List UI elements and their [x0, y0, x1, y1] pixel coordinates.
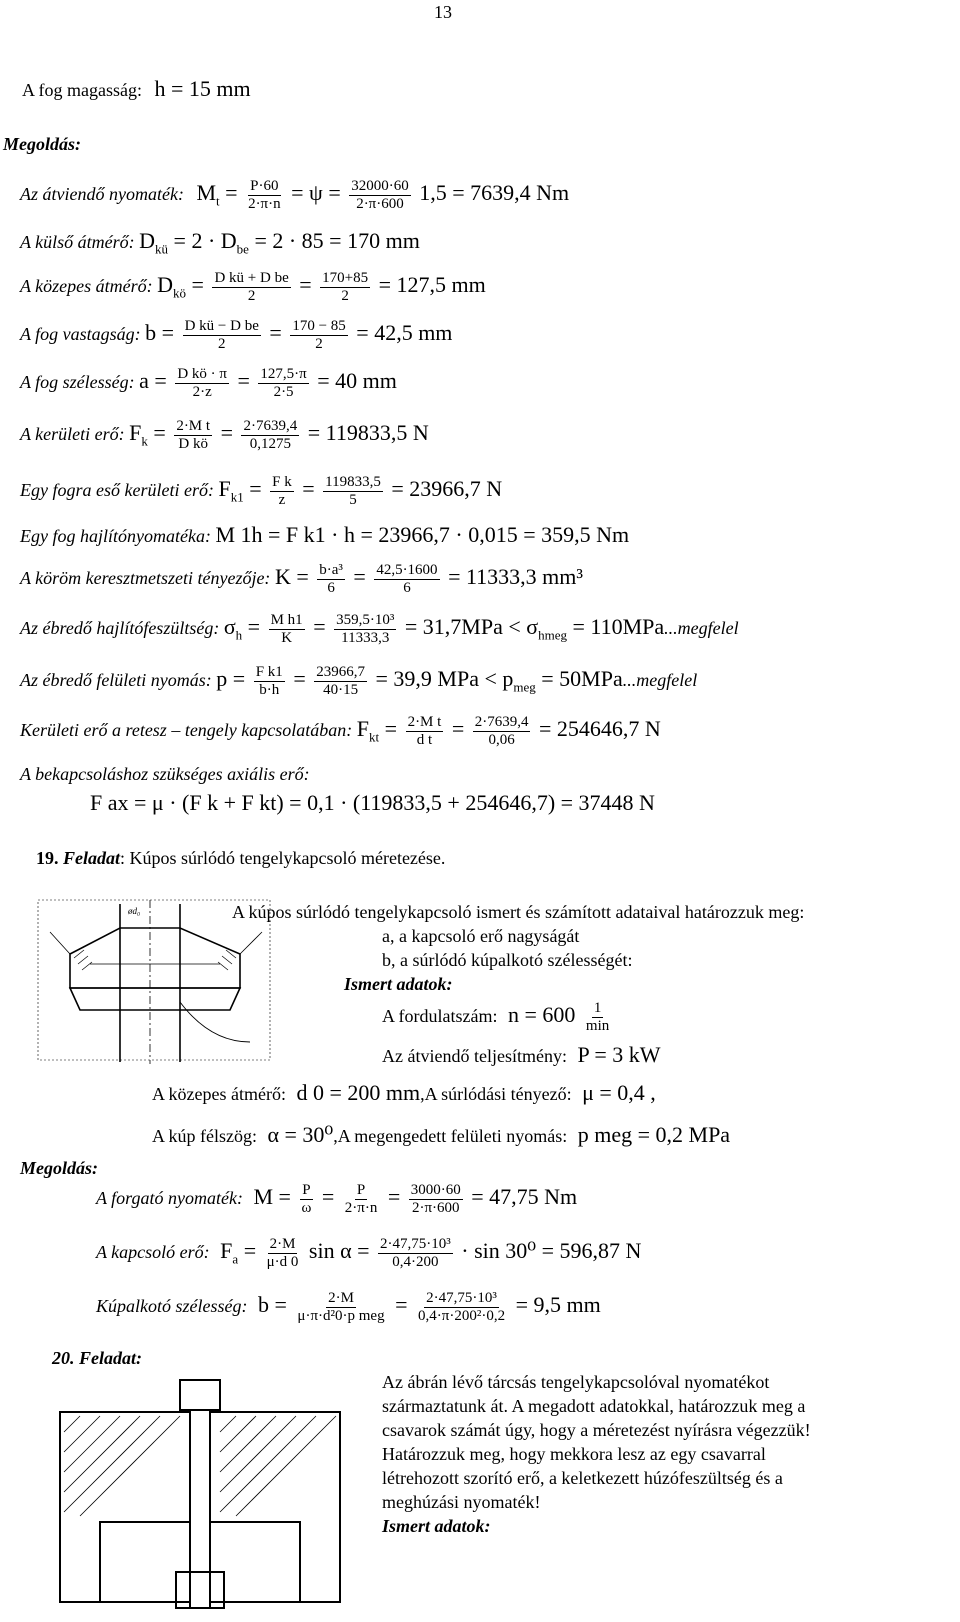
task-20-description — [382, 1370, 811, 1538]
fraction: $\frac{\text{D kü − D be}}{2}$ — [184, 318, 259, 353]
result: = 254646,7 N — [538, 715, 661, 741]
power-row — [382, 1042, 661, 1068]
fraction: $\frac{\text{359,5·10³}}{11333,3}$ — [336, 612, 395, 647]
result: = $31,7MPa < \sigma_{hmeg} = 110MPa$ — [404, 613, 665, 643]
fraction: $\frac{\text{b·a³}}{6}$ — [319, 562, 343, 597]
fraction: $\frac{\text{F k}}{z}$ — [272, 474, 292, 509]
fraction: $\frac{1}{\min}$ — [585, 1000, 610, 1035]
fraction: $\frac{2\cdot M}{\text{μ·π·d²0·p meg}}$ — [297, 1290, 385, 1325]
lhs: b = — [145, 319, 175, 345]
label: Az átviendő teljesítmény: — [382, 1046, 567, 1066]
lhs: p = — [216, 665, 246, 691]
text-line: származtatunk át. A megadott adatokkal, határozzuk meg a — [382, 1396, 806, 1416]
fraction: $\frac{42,5\cdot 1600}{6}$ — [376, 562, 438, 597]
tooth-width-row: A fog szélesség: a = $\frac{\text{D kö · π}}{2\cdot z}$ = $\frac{127,5\cdot\pi}{2\cdot 5}$ = 40 mm — [20, 366, 397, 401]
page-number: 13 — [434, 2, 452, 22]
label: A kapcsoló erő: — [96, 1241, 210, 1262]
result: = 11333,3 mm³ — [448, 563, 583, 589]
lhs: $D_{kö}$ = — [157, 271, 204, 301]
torque-row — [20, 178, 569, 214]
label: Az átviendő nyomaték: — [20, 183, 184, 204]
fraction: $\frac{\text{D kü + D be}}{2}$ — [214, 270, 289, 305]
fraction: $\frac{2\cdot 7639,4}{0,06}$ — [474, 714, 529, 749]
result: = 39,9 MPa < $p_{meg} = 50MPa$ — [375, 665, 623, 695]
solution-heading: Megoldás: — [3, 134, 81, 154]
equation: P = 3 kW — [577, 1042, 661, 1067]
lhs: $\sigma_h$ = — [223, 613, 261, 643]
label: Egy fogra eső kerületi erő: — [20, 479, 214, 500]
label: Az ébredő hajlítófeszültség: — [20, 617, 220, 638]
task-19-title: 19. Feladat: Kúpos súrlódó tengelykapcsoló méretezése. — [36, 848, 446, 868]
fraction: $\frac{\text{2·M t}}{\text{d t}}$ — [407, 714, 442, 749]
outer-diameter-row — [20, 228, 420, 257]
mean-diameter-row: A közepes átmérő: $D_{kö}$ = $\frac{\text{D kü + D be}}{2}$ = $\frac{170+85}{2}$ = 127,5 mm — [20, 270, 486, 305]
known-data-heading: Ismert adatok: — [344, 974, 453, 994]
label: A kerületi erő: — [20, 423, 125, 444]
lhs: $F_{k1}$ = — [218, 475, 262, 505]
section-modulus-row: A köröm keresztmetszeti tényezője: K = $\frac{\text{b·a³}}{6}$ = $\frac{42,5\cdot 1600}{6}$ = 11333,3 mm³ — [20, 562, 583, 597]
fraction: $\frac{3000\cdot 60}{2\cdot\pi\cdot 600}$ — [410, 1182, 461, 1217]
ok-note: ...megfelel — [664, 617, 739, 638]
engagement-force-row: A kapcsoló erő: $F_a$ = $\frac{2\cdot M}{\mu\cdot d 0}$ sin α = $\frac{\text{2·47,75·10³}}{0,4\cdot 200}$ · sin 30⁰ = 596,87 N — [96, 1236, 642, 1271]
solution-heading-2: Megoldás: — [20, 1158, 98, 1178]
cone-width-row: Kúpalkotó szélesség: b = $\frac{2\cdot M}{\text{μ·π·d²0·p meg}}$ = $\frac{\text{2·47,75·10³}}{\text{0,4·π·200²·0,2}}$ = 9,5 mm — [96, 1290, 601, 1325]
equation: n = 600 — [507, 1001, 576, 1027]
circumferential-force-row: A kerületi erő: $F_k$ = $\frac{\text{2·M t}}{\text{D kö}}$ = $\frac{2\cdot 7639,4}{0,1275}$ = 119833,5 N — [20, 418, 429, 453]
lhs: a = — [139, 367, 167, 393]
axial-force-equation: F ax = μ · (F k + F kt) = 0,1 · (119833,5 + 254646,7) = 37448 N — [90, 790, 655, 815]
fraction: $\frac{P}{2\cdot\pi\cdot n}$ — [344, 1182, 378, 1217]
result: 1,5 = 7639,4 Nm — [419, 179, 570, 205]
force-per-tooth-row: Egy fogra eső kerületi erő: $F_{k1}$ = $\frac{\text{F k}}{z}$ = $\frac{119833,5}{5}$ = 23966,7 N — [20, 474, 503, 509]
label: Egy fog hajlítónyomatéka: — [20, 526, 211, 546]
lhs: b = — [257, 1291, 287, 1317]
fraction: $\frac{32000\cdot 60}{2\cdot\pi\cdot 600}$ — [351, 178, 409, 213]
label: Kúpalkotó szélesség: — [96, 1295, 248, 1316]
ok-note: ...megfelel — [622, 669, 698, 690]
label: Az ébredő felületi nyomás: — [20, 669, 212, 690]
fraction: $\frac{23966,7}{40\cdot 15}$ — [316, 664, 365, 699]
result: = 23966,7 N — [391, 475, 503, 501]
fraction: $\frac{\text{F k1}}{b\cdot h}$ — [255, 664, 283, 699]
task-20-title: 20. Feladat: — [52, 1348, 142, 1368]
fraction: $\frac{P\cdot 60}{2\cdot\pi\cdot n}$ — [248, 178, 281, 213]
tooth-thickness-row: A fog vastagság: b = $\frac{\text{D kü − D be}}{2}$ = $\frac{170 - 85}{2}$ = 42,5 mm — [20, 318, 453, 353]
fraction: $\frac{\text{D kö · π}}{2\cdot z}$ — [177, 366, 227, 401]
mid: = ψ = — [291, 179, 341, 205]
half-angle-pressure-row: A kúp félszög: α = 30⁰,A megengedett felületi nyomás: p meg = 0,2 MPa — [152, 1122, 731, 1147]
fraction: $\frac{\text{2·47,75·10³}}{0,4\cdot 200}$ — [380, 1236, 451, 1271]
surface-pressure-row: Az ébredő felületi nyomás: p = $\frac{\text{F k1}}{b\cdot h}$ = $\frac{23966,7}{40\cdot 15}$ = 39,9 MPa < $p_{meg}$ = 50MPa...megfelel — [20, 664, 698, 699]
bending-moment-row — [20, 522, 629, 548]
axial-force-label: A bekapcsoláshoz szükséges axiális erő: — [20, 764, 310, 784]
flange-coupling-drawing — [40, 1372, 360, 1612]
fraction: $\frac{127,5\cdot\pi}{2\cdot 5}$ — [260, 366, 307, 401]
result: = 127,5 mm — [378, 271, 486, 297]
label: A fog szélesség: — [20, 371, 135, 392]
fraction: $\frac{P}{\omega}$ — [301, 1182, 312, 1217]
fraction: $\frac{\text{2·47,75·10³}}{\text{0,4·π·200²·0,2}}$ — [418, 1290, 506, 1325]
equation: $D_{kü} = 2 \cdot D_{be} = 2 \cdot 85 = 170$ mm — [139, 228, 420, 257]
label: A külső átmérő: — [20, 232, 135, 252]
speed-row — [382, 1000, 615, 1036]
svg-text:ød₀: ød₀ — [128, 906, 141, 916]
text-line: Az ábrán lévő tárcsás tengelykapcsolóval nyomatékot — [382, 1372, 770, 1392]
transmitted-torque-row: A forgató nyomaték: M = $\frac{P}{\omega}$ = $\frac{P}{2\cdot\pi\cdot n}$ = $\frac{3000\cdot 60}{2\cdot\pi\cdot 600}$ = 47,75 Nm — [96, 1182, 578, 1217]
result: = 42,5 mm — [356, 319, 453, 345]
task-19-item-a: a, a kapcsoló erő nagyságát — [382, 926, 580, 946]
text-line: csavarok számát úgy, hogy a méretezést nyírásra végezzük! — [382, 1420, 811, 1440]
label: A fog magasság: — [22, 80, 142, 100]
label: Kerületi erő a retesz – tengely kapcsolatában: — [20, 719, 353, 740]
known-data-heading-2: Ismert adatok: — [382, 1516, 491, 1536]
fraction: $\frac{2\cdot M}{\mu\cdot d 0}$ — [266, 1236, 299, 1271]
bending-stress-row: Az ébredő hajlítófeszültség: $\sigma_h$ = $\frac{\text{M h1}}{K}$ = $\frac{\text{359,5·10³}}{11333,3}$ = $31,7MPa < \sigma_{hmeg}$ = 110MPa...megfelel — [20, 612, 739, 647]
equation: h = 15 mm — [154, 76, 251, 101]
lhs: K = — [274, 563, 309, 589]
lhs: M = — [253, 1183, 291, 1209]
key-force-row: Kerületi erő a retesz – tengely kapcsolatában: $F_{kt}$ = $\frac{\text{2·M t}}{\text{d t}}$ = $\frac{2\cdot 7639,4}{0,06}$ = 254646,7 N — [20, 714, 661, 749]
task-19-intro: A kúpos súrlódó tengelykapcsoló ismert és számított adataival határozzuk meg: — [232, 902, 805, 922]
fraction: $\frac{170+85}{2}$ — [322, 270, 369, 305]
label: A köröm keresztmetszeti tényezője: — [20, 567, 271, 588]
equation: M 1h = F k1 · h = 23966,7 · 0,015 = 359,5 Nm — [215, 522, 630, 547]
text-line: meghúzási nyomaték! — [382, 1492, 541, 1512]
lhs: $F_a$ = — [220, 1237, 257, 1267]
lhs: $F_k$ = — [129, 419, 166, 449]
text-line: Határozzuk meg, hogy mekkora lesz az egy csavarral — [382, 1444, 766, 1464]
fraction: $\frac{\text{M h1}}{K}$ — [270, 612, 303, 647]
mean-diameter-friction-row: A közepes átmérő: d 0 = 200 mm,A súrlódási tényező: μ = 0,4 , — [152, 1080, 656, 1105]
label: A közepes átmérő: — [20, 275, 153, 296]
result: = 9,5 mm — [515, 1291, 601, 1317]
fraction: $\frac{2\cdot 7639,4}{0,1275}$ — [243, 418, 298, 453]
tooth-height-line — [22, 76, 251, 102]
task-19-item-b: b, a súrlódó kúpalkotó szélességét: — [382, 950, 633, 970]
label: A forgató nyomaték: — [96, 1187, 243, 1208]
label: A fordulatszám: — [382, 1005, 498, 1026]
label: A fog vastagság: — [20, 323, 141, 344]
fraction: $\frac{170 - 85}{2}$ — [292, 318, 346, 353]
result: = 119833,5 N — [307, 419, 429, 445]
text-line: létrehozott szorító erő, a keletkezett húzófeszültség és a — [382, 1468, 783, 1488]
result: = 40 mm — [317, 367, 397, 393]
lhs: $F_{kt}$ = — [356, 715, 398, 745]
result: · sin 30⁰ = 596,87 N — [461, 1237, 642, 1263]
lhs: $M_t$ = — [196, 179, 238, 209]
fraction: $\frac{\text{2·M t}}{\text{D kö}}$ — [176, 418, 211, 453]
result: = 47,75 Nm — [471, 1183, 578, 1209]
fraction: $\frac{119833,5}{5}$ — [325, 474, 381, 509]
